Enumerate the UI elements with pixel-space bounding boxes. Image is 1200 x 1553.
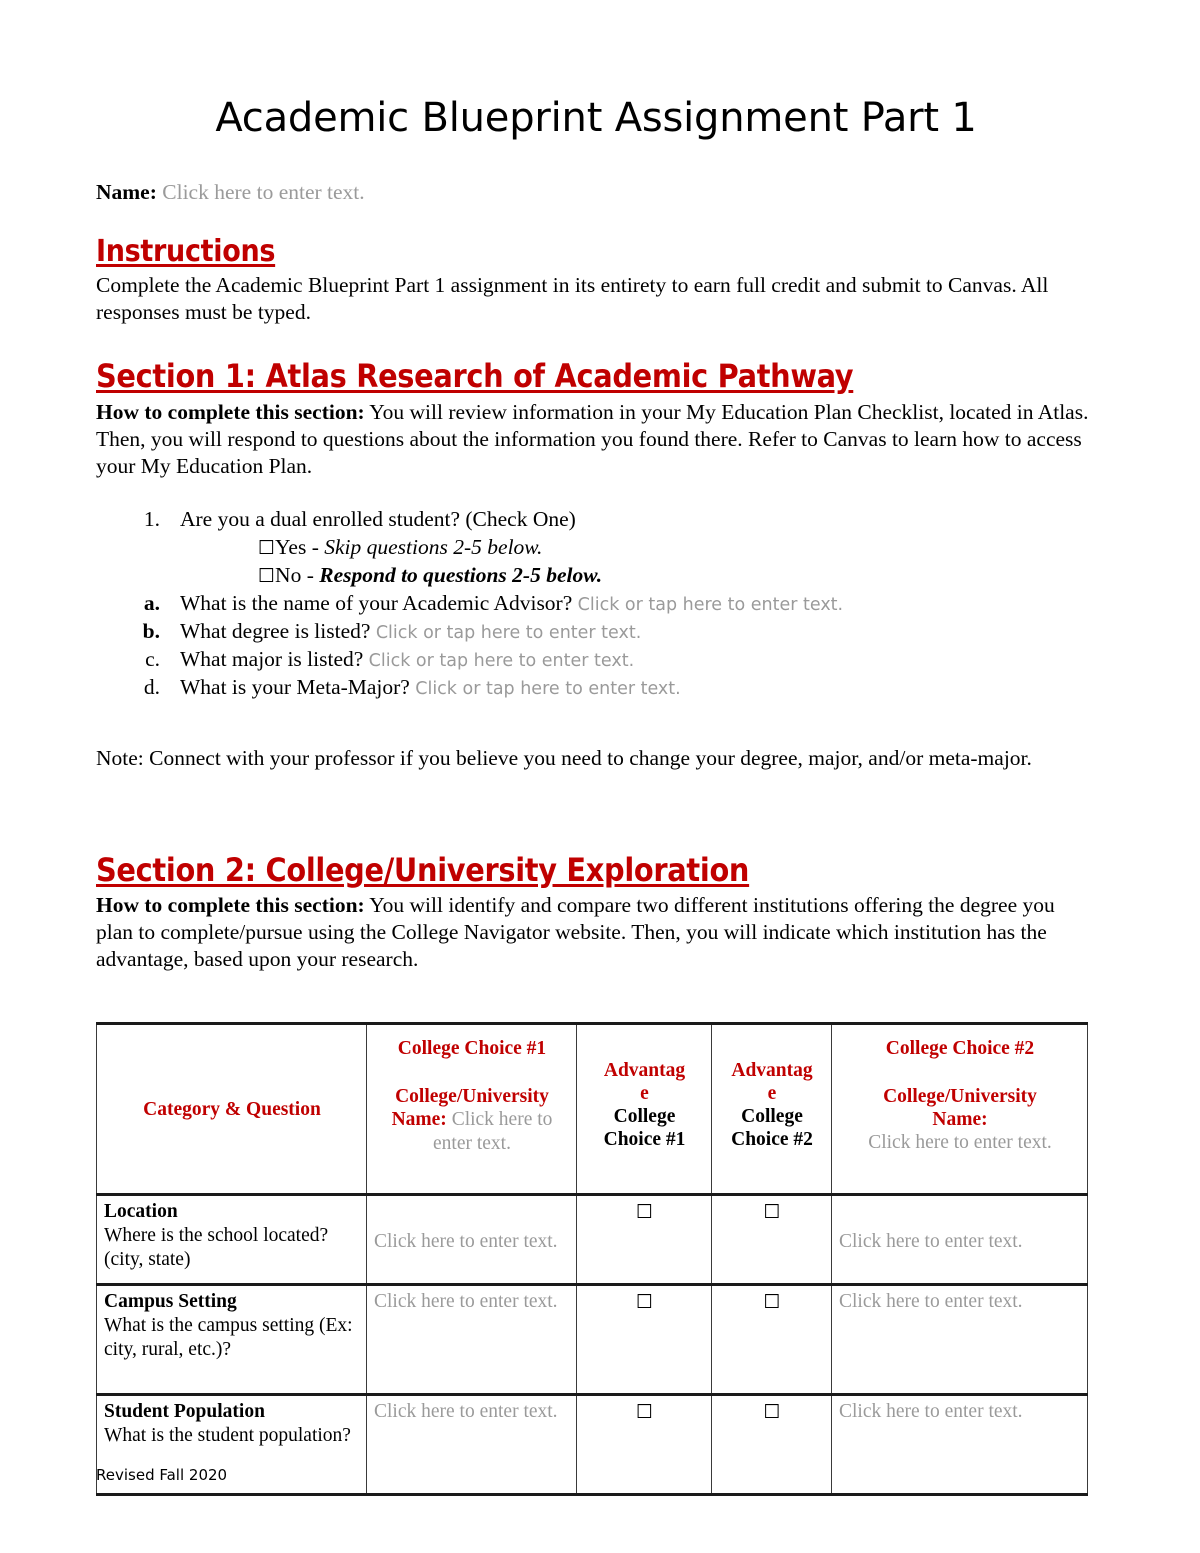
section-spacer (96, 794, 1096, 853)
table-header-choice2 (832, 1024, 1088, 1195)
list-item (96, 646, 1096, 673)
row-question: What is the student population? (104, 1425, 351, 1447)
advantage2-checkbox-student-population[interactable] (712, 1395, 832, 1495)
list-item (96, 506, 1096, 533)
list-marker: c. (145, 647, 160, 672)
row-title: Student Population (104, 1401, 265, 1423)
header-label: e (767, 1083, 777, 1105)
check-option-no[interactable] (258, 562, 1096, 589)
header-name-field (374, 1085, 570, 1156)
name-input-placeholder[interactable]: Click here to enter text. (162, 180, 365, 204)
row-title: Campus Setting (104, 1291, 237, 1313)
checkbox-icon[interactable]: ☐ (635, 1201, 654, 1224)
list-item (96, 590, 1096, 617)
header-label: Category & Question (143, 1098, 321, 1120)
table-header-advantage2 (712, 1024, 832, 1195)
section1-note: Note: Connect with your professor if you believe you need to change your degree, major, and/or meta-major. (96, 746, 1032, 771)
advantage1-checkbox-student-population[interactable] (577, 1395, 712, 1495)
page-footer: Revised Fall 2020 (96, 1466, 228, 1484)
answer-input-placeholder[interactable]: Click or tap here to enter text. (368, 651, 635, 672)
advantage2-checkbox-campus-setting[interactable] (712, 1285, 832, 1395)
table-header-category (97, 1024, 367, 1195)
checkbox-icon[interactable]: ☐ (635, 1401, 654, 1424)
college-comparison-table (96, 1022, 1088, 1496)
list-marker: a. (143, 591, 160, 616)
checkbox-icon[interactable]: ☐ (763, 1291, 781, 1314)
question-text (180, 646, 1096, 673)
header-label: College (613, 1106, 676, 1128)
list-item (96, 674, 1096, 701)
check-option-yes[interactable] (258, 534, 1096, 561)
row-choice2-student-population (832, 1395, 1088, 1495)
checkbox-icon[interactable]: ☐ (258, 564, 276, 587)
list-item (96, 618, 1096, 645)
row-choice1-campus-setting (367, 1285, 577, 1395)
list-marker: b. (142, 619, 160, 644)
table-row (97, 1395, 1088, 1495)
checkbox-icon[interactable]: ☐ (258, 536, 276, 559)
row-question: What is the campus setting (Ex: city, rural, etc.)? (104, 1315, 353, 1360)
table-row (97, 1285, 1088, 1395)
choice1-input-placeholder[interactable]: Click here to enter text. (374, 1401, 558, 1423)
row-choice2-location (832, 1195, 1088, 1285)
check-option-label: Yes - (275, 534, 325, 559)
section1-how-to (96, 399, 1096, 480)
name-field-line (96, 179, 1096, 205)
table-row (97, 1195, 1088, 1285)
header-label: Name: (932, 1109, 988, 1131)
section2-how-body: You will identify and compare two different institutions offering the degree you plan to complete/pursue using the College Navigator website. Then, you will indicate which institution has the advantage, based upon your research. (96, 893, 1055, 972)
section2-how-to (96, 892, 1096, 973)
checkbox-icon[interactable]: ☐ (635, 1291, 654, 1314)
question-label: What is your Meta-Major? (180, 675, 410, 700)
check-option-note: Respond to questions 2-5 below. (319, 562, 603, 587)
choice2-input-placeholder[interactable]: Click here to enter text. (839, 1231, 1023, 1253)
question-label: What degree is listed? (180, 619, 371, 644)
question-text (180, 590, 1096, 617)
document-body (96, 0, 1096, 1496)
choice2-name-placeholder[interactable]: Click here to enter text. (868, 1132, 1052, 1154)
header-label: Choice #2 (731, 1129, 813, 1151)
choice1-input-placeholder[interactable]: Click here to enter text. (374, 1231, 558, 1253)
row-category-location (97, 1195, 367, 1285)
table-header-choice1 (367, 1024, 577, 1195)
row-title: Location (104, 1201, 178, 1223)
header-label: Advantag (731, 1060, 813, 1082)
section1-how-body: You will review information in your My Education Plan Checklist, located in Atlas. Then, you will respond to questions about the information you found there. Refer to Canvas to learn how to access your My Education Plan. (96, 399, 1089, 478)
list-marker: 1. (143, 506, 160, 531)
header-label: Advantag (603, 1060, 686, 1082)
question-label: What is the name of your Academic Advisor? (180, 591, 573, 616)
section1-heading: Section 1: Atlas Research of Academic Pathway (96, 357, 854, 396)
advantage2-checkbox-location[interactable] (712, 1195, 832, 1285)
row-category-campus-setting (97, 1285, 367, 1395)
header-label: College/University (883, 1086, 1037, 1108)
section1-how-label: How to complete this section: (96, 399, 365, 424)
row-choice2-campus-setting (832, 1285, 1088, 1395)
advantage1-checkbox-campus-setting[interactable] (577, 1285, 712, 1395)
answer-input-placeholder[interactable]: Click or tap here to enter text. (375, 623, 642, 644)
advantage1-checkbox-location[interactable] (577, 1195, 712, 1285)
question-label: What major is listed? (180, 647, 364, 672)
table-header-row (97, 1024, 1088, 1195)
section2-how-label: How to complete this section: (96, 893, 365, 918)
header-spacer (374, 1060, 570, 1085)
check-option-label: No - (275, 562, 320, 587)
header-label: College Choice #2 (885, 1038, 1035, 1060)
row-question: Where is the school located? (city, state) (104, 1225, 329, 1270)
check-option-note: Skip questions 2-5 below. (324, 534, 543, 559)
instructions-heading: Instructions (96, 234, 276, 270)
list-marker: d. (143, 675, 160, 700)
row-choice1-student-population (367, 1395, 577, 1495)
instructions-body: Complete the Academic Blueprint Part 1 assignment in its entirety to earn full credit and submit to Canvas. All responses must be typed. (96, 273, 1049, 325)
header-label: College (741, 1106, 803, 1128)
table-header-advantage1 (577, 1024, 712, 1195)
name-label: Name: (96, 180, 157, 204)
header-spacer (839, 1060, 1081, 1085)
header-label: e (640, 1083, 649, 1105)
answer-input-placeholder[interactable]: Click or tap here to enter text. (577, 595, 844, 616)
question-text: Are you a dual enrolled student? (Check One) (180, 506, 576, 531)
section2-heading: Section 2: College/University Exploration (96, 850, 750, 889)
header-label: College/University Name: (391, 1086, 549, 1131)
section1-question-list (96, 506, 1096, 702)
header-label: College Choice #1 (397, 1038, 547, 1060)
choice2-input-placeholder[interactable]: Click here to enter text. (839, 1291, 1023, 1313)
header-label: Choice #1 (603, 1129, 686, 1151)
choice1-name-placeholder[interactable]: Click here to enter text. (433, 1109, 553, 1155)
checkbox-icon[interactable]: ☐ (763, 1401, 781, 1424)
page-title: Academic Blueprint Assignment Part 1 (215, 95, 977, 141)
question-text (180, 674, 1096, 701)
choice1-input-placeholder[interactable]: Click here to enter text. (374, 1291, 558, 1313)
choice2-input-placeholder[interactable]: Click here to enter text. (839, 1401, 1023, 1423)
checkbox-icon[interactable]: ☐ (763, 1201, 781, 1224)
answer-input-placeholder[interactable]: Click or tap here to enter text. (415, 679, 681, 700)
row-choice1-location (367, 1195, 577, 1285)
question-text (180, 618, 1096, 645)
